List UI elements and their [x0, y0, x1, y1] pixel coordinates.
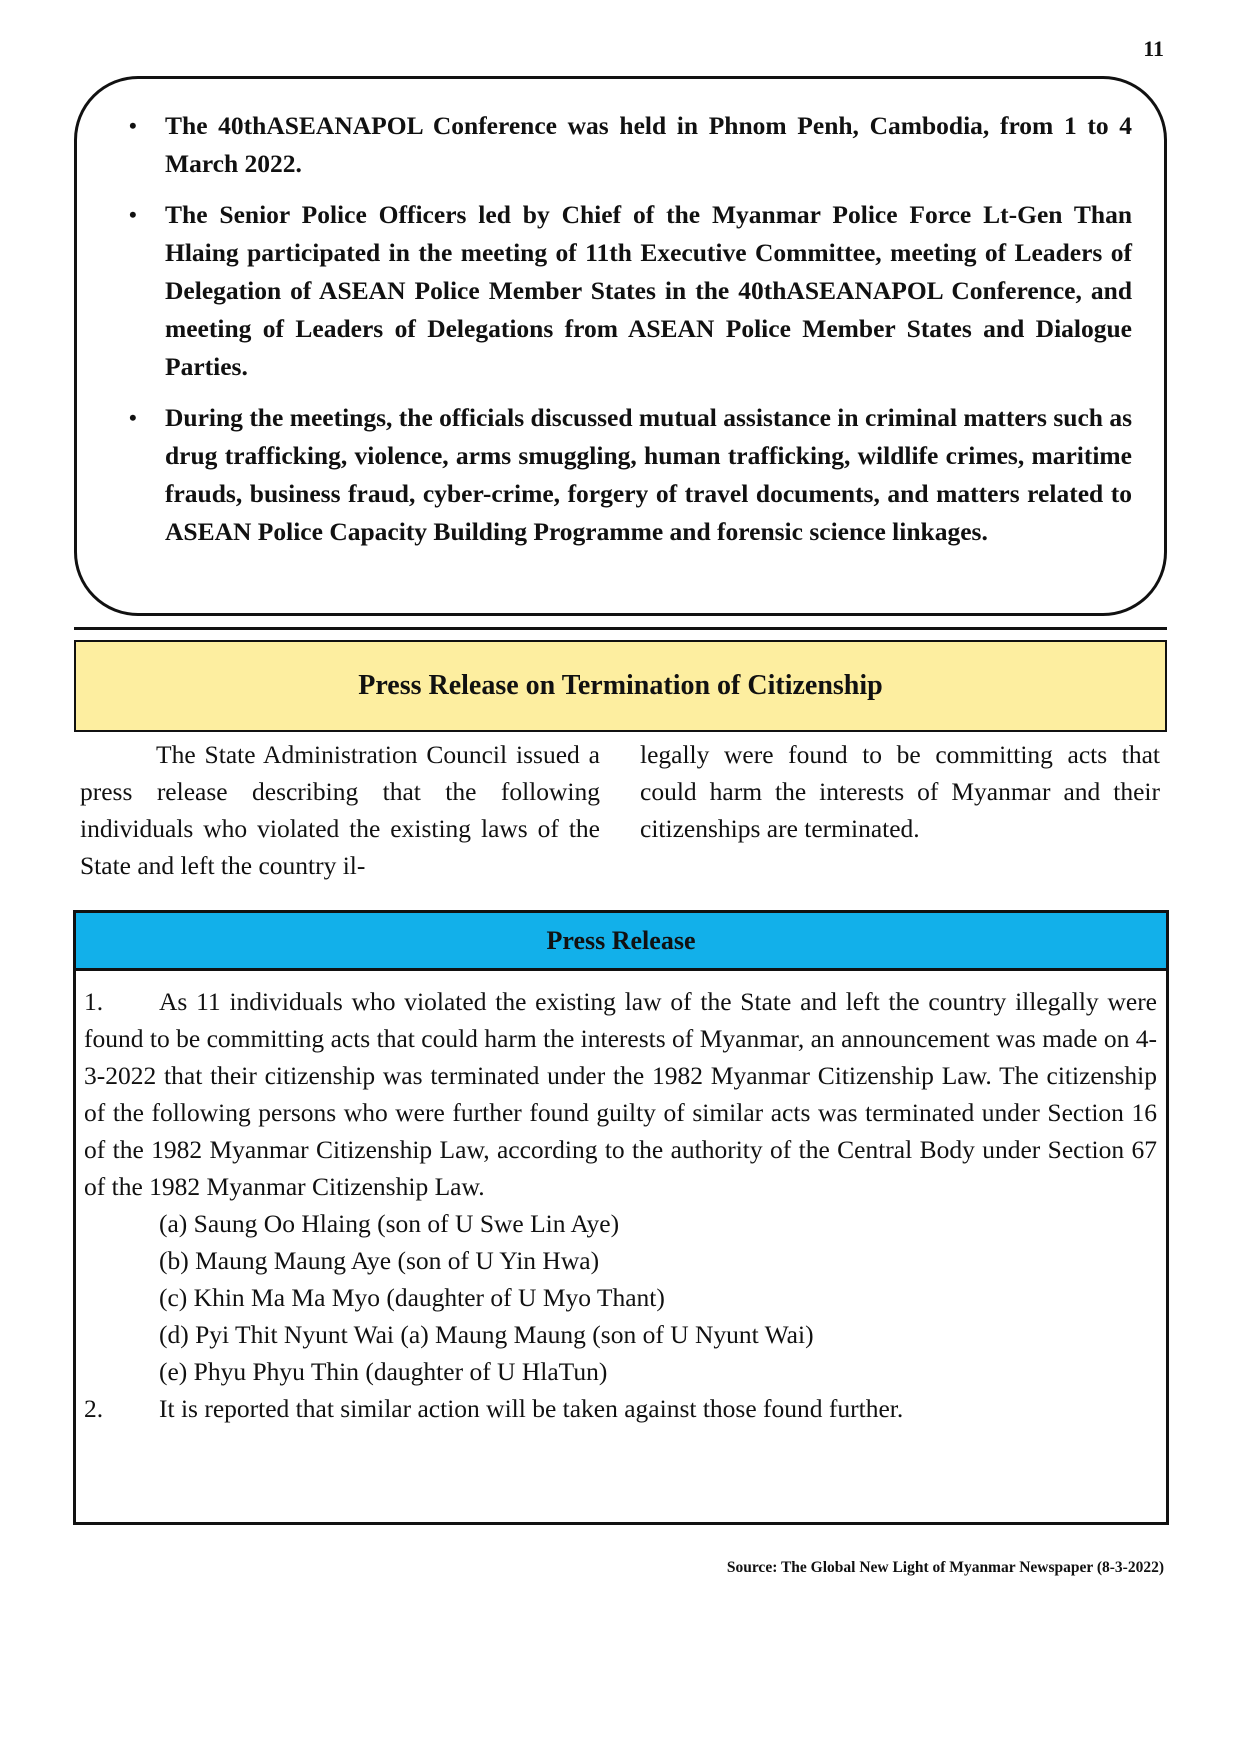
summary-bullet-list: [131, 107, 1132, 551]
person-entry: (b) Maung Maung Aye (son of U Yin Hwa): [159, 1246, 600, 1275]
person-entry: (e) Phyu Phyu Thin (daughter of U HlaTun): [159, 1357, 608, 1386]
intro-column-right: legally were found to be committing acts that could harm the interests of Myanmar and their citizenships are terminated.: [640, 740, 1160, 843]
summary-bullet: [131, 107, 1132, 183]
summary-bullet-text: During the meetings, the officials discussed mutual assistance in criminal matters such as drug trafficking, violence, arms smuggling, human trafficking, wildlife crimes, maritime frauds, business fraud, cyber-crime, forgery of travel documents, and matters related to ASEAN Police Capacity Building Programme and forensic science linkages.: [165, 403, 1132, 546]
conference-summary-box: [74, 76, 1167, 616]
summary-bullet: [131, 399, 1132, 551]
bullet-dot-icon: •: [129, 405, 137, 430]
press-release-item-2: [84, 1390, 1157, 1427]
bullet-dot-icon: •: [129, 202, 137, 227]
person-entry: (a) Saung Oo Hlaing (son of U Swe Lin Aye): [159, 1209, 620, 1238]
summary-bullet: [131, 196, 1132, 386]
press-release-title: Press Release: [546, 925, 696, 955]
summary-bullet-text: The 40thASEANAPOL Conference was held in Phnom Penh, Cambodia, from 1 to 4 March 2022.: [165, 111, 1132, 178]
article-title-banner: [74, 640, 1167, 732]
person-entry: (d) Pyi Thit Nyunt Wai (a) Maung Maung (son of U Nyunt Wai): [159, 1320, 814, 1349]
item-number: 1.: [84, 987, 104, 1016]
item-text: As 11 individuals who violated the existing law of the State and left the country illegally were found to be committing acts that could harm the interests of Myanmar, an announcement was made on 4-3-2022 that their citizenship was terminated under the 1982 Myanmar Citizenship Law. The citizenship of the following persons who were further found guilty of similar acts was terminated under Section 16 of the 1982 Myanmar Citizenship Law, according to the authority of the Central Body under Section 67 of the 1982 Myanmar Citizenship Law.: [84, 987, 1157, 1201]
page-number: 11: [1143, 36, 1164, 61]
summary-bullet-text: The Senior Police Officers led by Chief of the Myanmar Police Force Lt-Gen Than Hlaing participated in the meeting of 11th Executive Committee, meeting of Leaders of Delegation of ASEAN Police Member States in the 40thASEANAPOL Conference, and meeting of Leaders of Delegations from ASEAN Police Member States and Dialogue Parties.: [165, 200, 1132, 381]
press-release-item-1: [84, 983, 1157, 1205]
article-intro: [80, 736, 1160, 884]
press-release-body: [76, 971, 1166, 1427]
source-citation: Source: The Global New Light of Myanmar Newspaper (8-3-2022): [726, 1559, 1164, 1576]
bullet-dot-icon: •: [129, 113, 137, 138]
item-text: It is reported that similar action will be taken against those found further.: [159, 1394, 904, 1423]
item-number: 2.: [84, 1394, 104, 1423]
article-title: Press Release on Termination of Citizenship: [358, 670, 883, 701]
intro-column-left: The State Administration Council issued a press release describing that the following individuals who violated the existing laws of the State and left the country il-: [80, 740, 600, 880]
section-divider: [74, 627, 1167, 630]
person-entry: (c) Khin Ma Ma Myo (daughter of U Myo Thant): [159, 1283, 665, 1312]
press-release-box: [73, 910, 1169, 1525]
press-release-header: [76, 913, 1166, 971]
